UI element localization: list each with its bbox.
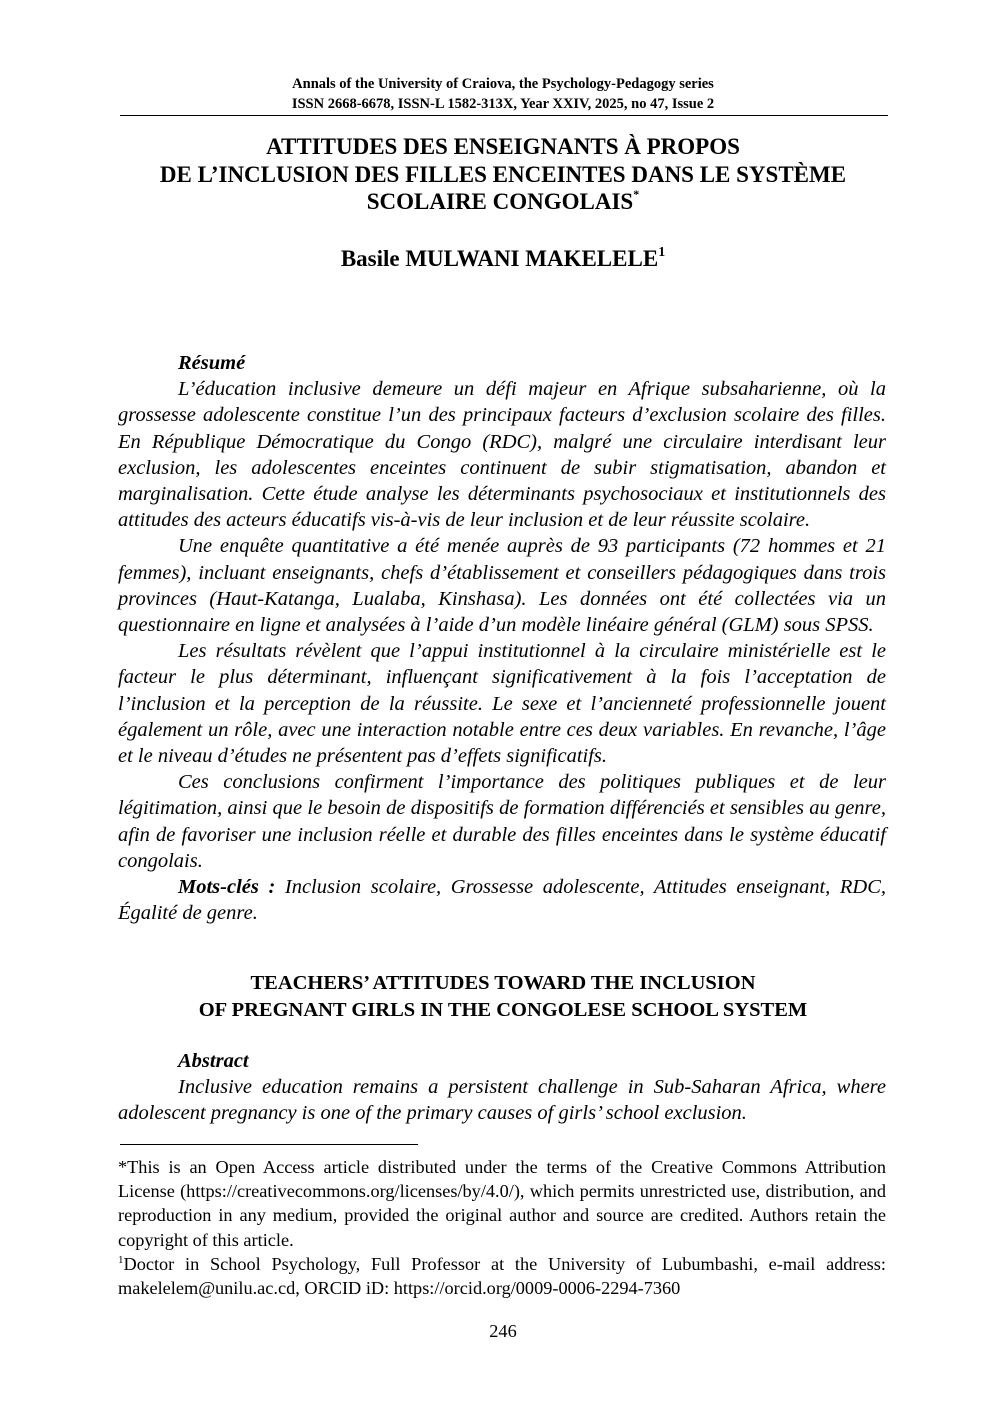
en-title-line: OF PREGNANT GIRLS IN THE CONGOLESE SCHOOL SYSTEM — [198, 998, 808, 1021]
footnote-divider — [120, 1144, 418, 1145]
footnote-author-text: Doctor in School Psychology, Full Professor at the University of Lubumbashi, e-mail address: makelelem@unilu.ac.cd, ORCID iD: https://orcid.org/0009-0006-2294-7360 — [118, 1253, 886, 1299]
resume-heading: Résumé — [178, 352, 246, 374]
resume-section — [118, 350, 886, 926]
abstract-paragraph: Inclusive education remains a persistent challenge in Sub-Saharan Africa, where adolescent pregnancy is one of the primary causes of girls’ school exclusion. — [118, 1076, 886, 1125]
footnotes — [118, 1155, 886, 1300]
title-line: DE L’INCLUSION DES FILLES ENCEINTES DANS LE SYSTÈME — [159, 161, 847, 187]
header-divider — [120, 115, 888, 116]
author-text: Basile MULWANI MAKELELE — [340, 246, 659, 271]
resume-paragraph: Une enquête quantitative a été menée auprès de 93 participants (72 hommes et 21 femmes), incluant enseignants, chefs d’établissement et conseillers pédagogiques dans trois provinces (Haut-Katanga, Lualaba, Kinshasa). Les données ont été collectées via un questionnaire en ligne et analysées à l’aide d’un modèle linéaire général (GLM) sous SPSS. — [118, 535, 886, 637]
resume-paragraph: Les résultats révèlent que l’appui institutionnel à la circulaire ministérielle est le facteur le plus déterminant, influençant significativement à la fois l’acceptation de l’inclusion et la perception de la réussite. Le sexe et l’ancienneté professionnelle jouent également un rôle, avec une interaction notable entre ces deux variables. En revanche, l’âge et le niveau d’études ne présentent pas d’effets significatifs. — [118, 640, 886, 768]
article-title-en — [118, 970, 888, 1023]
journal-header-line: Annals of the University of Craiova, the Psychology-Pedagogy series — [292, 76, 714, 92]
journal-header — [118, 74, 888, 114]
keywords-label: Mots-clés : — [178, 876, 276, 899]
journal-header-line: ISSN 2668-6678, ISSN-L 1582-313X, Year XXIV, 2025, no 47, Issue 2 — [291, 96, 715, 112]
footnote-license: *This is an Open Access article distributed under the terms of the Creative Commons Attribution License (https://creativecommons.org/licenses/by/4.0/), which permits unrestricted use, distribution, and reproduction in any medium, provided the original author and source are credited. Authors retain the copyright of this article. — [118, 1157, 886, 1250]
resume-paragraph: L’éducation inclusive demeure un défi majeur en Afrique subsaharienne, où la grossesse adolescente constitue l’un des principaux facteurs d’exclusion scolaire des filles. En République Démocratique du Congo (RDC), malgré une circulaire interdisant leur exclusion, les adolescentes enceintes continuent de subir stigmatisation, abandon et marginalisation. Cette étude analyse les déterminants psychosociaux et institutionnels des attitudes des acteurs éducatifs vis-à-vis de leur inclusion et de leur réussite scolaire. — [118, 378, 886, 532]
en-title-line: TEACHERS’ ATTITUDES TOWARD THE INCLUSION — [250, 972, 756, 994]
keywords-paragraph — [118, 874, 886, 926]
title-line: ATTITUDES DES ENSEIGNANTS À PROPOS — [266, 134, 740, 159]
keywords-list: Inclusion scolaire, Grossesse adolescente, Attitudes enseignant, RDC, Égalité de genre. — [118, 876, 886, 925]
article-title-fr — [118, 133, 888, 216]
abstract-heading: Abstract — [178, 1050, 249, 1072]
author-footnote-mark[interactable]: 1 — [658, 245, 666, 260]
title-footnote-mark[interactable]: * — [633, 187, 640, 201]
abstract-section — [118, 1048, 886, 1127]
resume-paragraph: Ces conclusions confirment l’importance des politiques publiques et de leur légitimation, ainsi que le besoin de dispositifs de formation différenciés et sensibles au genre, afin de favoriser une inclusion réelle et durable des filles enceintes dans le système éducatif congolais. — [118, 771, 886, 872]
footnote-author — [118, 1252, 886, 1300]
author-name — [118, 244, 888, 274]
title-line: SCOLAIRE CONGOLAIS — [366, 189, 634, 214]
page-number: 246 — [489, 1321, 517, 1341]
footnote-number: 1 — [118, 1253, 124, 1266]
